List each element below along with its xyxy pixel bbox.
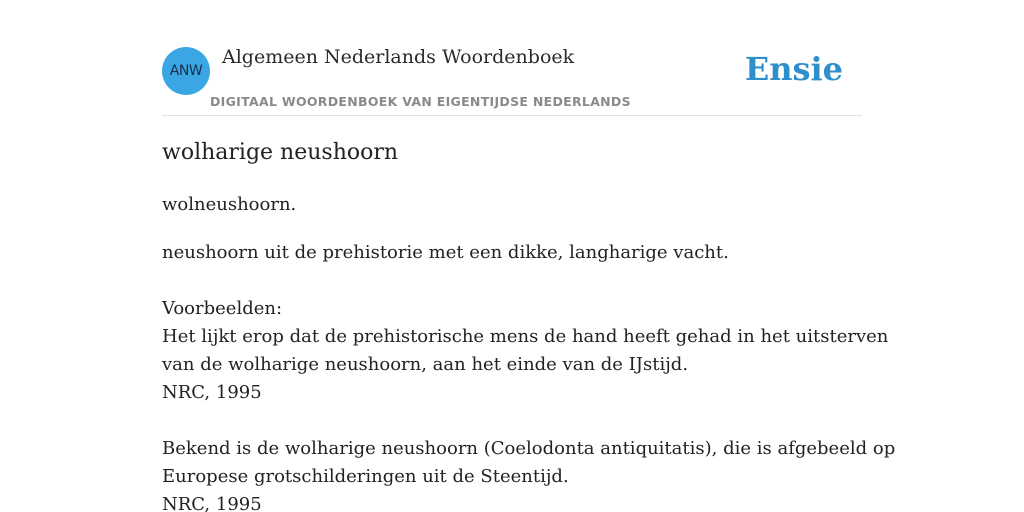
entry-term: wolharige neushoorn bbox=[162, 140, 399, 165]
page-container bbox=[162, 0, 896, 512]
example-1-line-2: van de wolharige neushoorn, aan het einde van de IJstijd. bbox=[162, 354, 689, 375]
example-1-line-1: Het lijkt erop dat de prehistorische mens de hand heeft gehad in het uitsterven bbox=[162, 326, 889, 347]
entry-synonym: wolneushoorn. bbox=[162, 194, 297, 215]
site-header bbox=[162, 0, 862, 116]
example-2-source: NRC, 1995 bbox=[162, 494, 262, 512]
entry-definition: neushoorn uit de prehistorie met een dikke, langharige vacht. bbox=[162, 242, 729, 263]
examples-label: Voorbeelden: bbox=[162, 298, 283, 319]
site-title-link[interactable]: Algemeen Nederlands Woordenboek bbox=[222, 46, 575, 68]
example-2-line-2: Europese grotschilderingen uit de Steentijd. bbox=[162, 466, 569, 487]
anw-logo-text: ANW bbox=[169, 63, 203, 79]
blank-line bbox=[162, 267, 862, 295]
anw-logo[interactable] bbox=[162, 47, 210, 95]
site-subtitle: DIGITAAL WOORDENBOEK VAN EIGENTIJDSE NEDERLANDS bbox=[210, 94, 631, 109]
ensie-brand-link[interactable]: Ensie bbox=[744, 50, 843, 88]
example-2-line-1: Bekend is de wolharige neushoorn (Coelodonta antiquitatis), die is afgebeeld op bbox=[162, 438, 896, 459]
blank-line bbox=[162, 407, 862, 435]
entry-body bbox=[162, 239, 896, 512]
example-1-source: NRC, 1995 bbox=[162, 382, 262, 403]
